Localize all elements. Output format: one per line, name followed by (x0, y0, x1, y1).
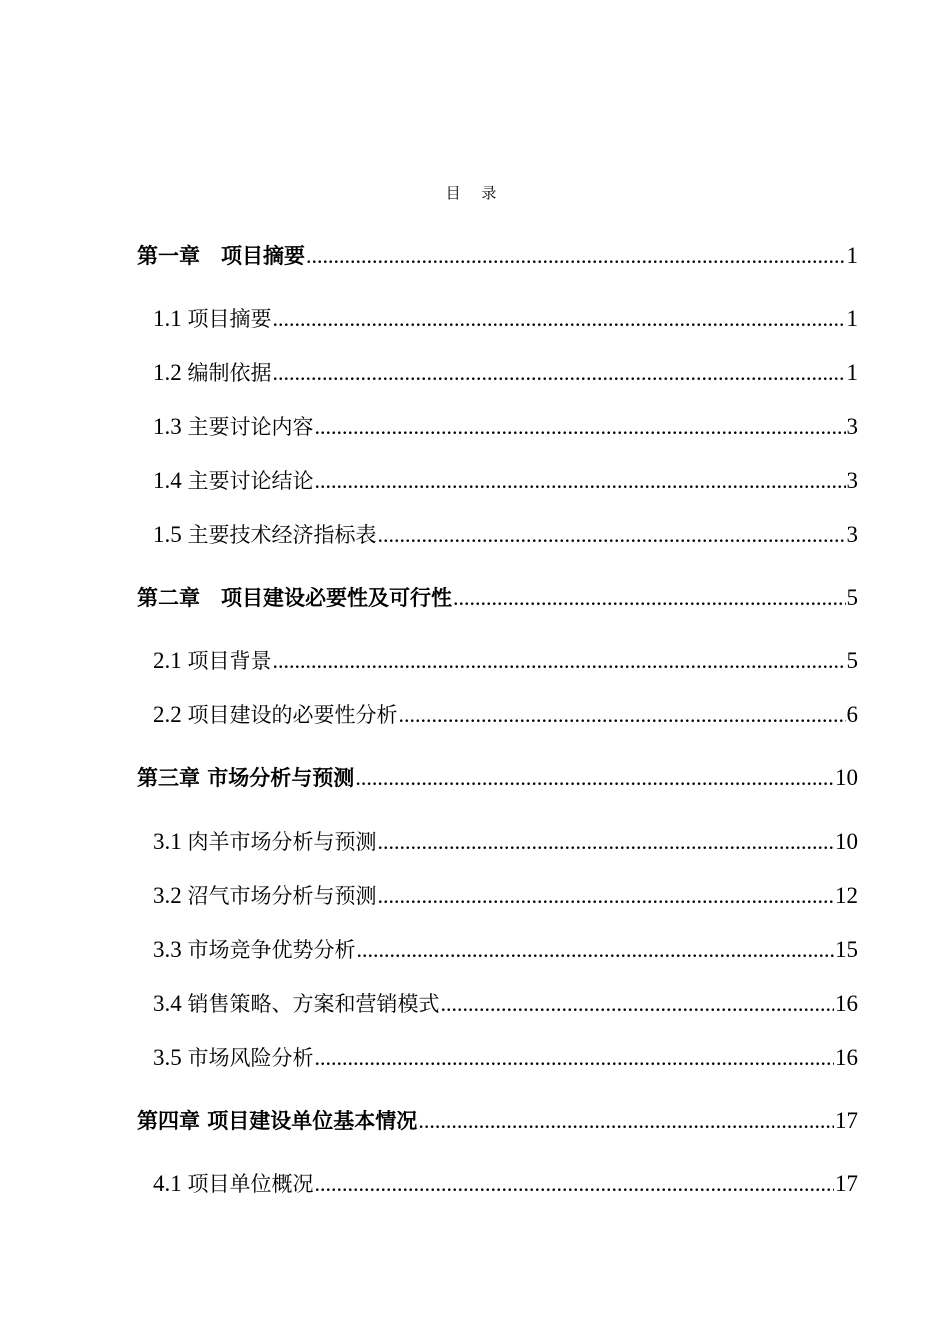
toc-page-number: 10 (835, 829, 858, 854)
toc-entry-label (153, 645, 272, 675)
toc-page-number: 17 (835, 1108, 858, 1133)
toc-entry-number: 3.5 (153, 1045, 188, 1070)
toc-entry-text: 主要讨论内容 (187, 415, 314, 439)
toc-entry-text: 项目单位概况 (187, 1172, 314, 1196)
toc-section-entry[interactable] (153, 465, 858, 499)
toc-entry-text: 第三章 市场分析与预测 (137, 766, 355, 790)
toc-entry-text: 第一章 项目摘要 (137, 244, 305, 268)
toc-entry-number: 2.2 (153, 702, 188, 727)
toc-chapter-entry[interactable] (137, 762, 858, 796)
toc-entry-text: 市场风险分析 (187, 1046, 314, 1070)
dot-leader (357, 937, 835, 963)
dot-leader (453, 585, 846, 611)
toc-page-number: 6 (846, 702, 858, 727)
toc-entry-number: 1.2 (153, 360, 188, 385)
toc-entry-label (153, 303, 272, 333)
toc-section-entry[interactable] (153, 1042, 858, 1076)
dot-leader (273, 306, 846, 332)
toc-section-entry[interactable] (153, 645, 858, 679)
toc-entry-label (137, 240, 305, 270)
toc-entry-text: 项目建设的必要性分析 (187, 703, 398, 727)
dot-leader (378, 522, 846, 548)
toc-entry-text: 项目摘要 (187, 307, 272, 331)
toc-entry-number: 1.5 (153, 522, 188, 547)
toc-entry-text: 市场竞争优势分析 (187, 938, 356, 962)
dot-leader (306, 243, 846, 269)
toc-entry-number: 1.4 (153, 468, 188, 493)
toc-page-number: 16 (835, 1045, 858, 1070)
toc-page-number: 10 (835, 765, 858, 790)
toc-entry-label (137, 762, 354, 792)
dot-leader (378, 829, 835, 855)
toc-chapter-entry[interactable] (137, 582, 858, 616)
dot-leader (418, 1108, 834, 1134)
toc-page-number: 5 (846, 585, 858, 610)
toc-entry-label (153, 988, 440, 1018)
toc-entry-text: 主要讨论结论 (187, 469, 314, 493)
toc-entry-number: 2.1 (153, 648, 188, 673)
toc-page-number: 17 (835, 1171, 858, 1196)
toc-section-entry[interactable] (153, 519, 858, 553)
toc-entry-text: 肉羊市场分析与预测 (187, 830, 377, 854)
dot-leader (273, 360, 846, 386)
toc-section-entry[interactable] (153, 699, 858, 733)
toc-section-entry[interactable] (153, 934, 858, 968)
toc-page-number: 3 (846, 468, 858, 493)
dot-leader (399, 702, 846, 728)
toc-entry-text: 销售策略、方案和营销模式 (187, 992, 440, 1016)
toc-entry-label (153, 1168, 314, 1198)
toc-page-number: 3 (846, 414, 858, 439)
toc-title: 目 录 (445, 184, 505, 202)
toc-page-number: 16 (835, 991, 858, 1016)
dot-leader (441, 991, 835, 1017)
toc-page-number: 1 (846, 243, 858, 268)
toc-entry-label (153, 465, 314, 495)
toc-entry-label (153, 411, 314, 441)
toc-entry-number: 3.4 (153, 991, 188, 1016)
toc-page-number: 12 (835, 883, 858, 908)
dot-leader (378, 883, 835, 909)
toc-page-number: 1 (846, 360, 858, 385)
toc-entry-label (153, 699, 398, 729)
toc-entry-text: 项目背景 (187, 649, 272, 673)
toc-entry-text: 第四章 项目建设单位基本情况 (137, 1109, 418, 1133)
toc-entry-number: 3.3 (153, 937, 188, 962)
dot-leader (273, 648, 846, 674)
toc-entry-text: 第二章 项目建设必要性及可行性 (137, 586, 452, 610)
toc-section-entry[interactable] (153, 411, 858, 445)
toc-entry-text: 沼气市场分析与预测 (187, 884, 377, 908)
toc-entry-label (137, 582, 452, 612)
toc-page-number: 5 (846, 648, 858, 673)
toc-entry-text: 主要技术经济指标表 (187, 523, 377, 547)
dot-leader (355, 765, 834, 791)
toc-entry-number: 1.1 (153, 306, 188, 331)
toc-entry-number: 4.1 (153, 1171, 188, 1196)
toc-section-entry[interactable] (153, 357, 858, 391)
toc-section-entry[interactable] (153, 988, 858, 1022)
toc-entry-label (153, 1042, 314, 1072)
toc-section-entry[interactable] (153, 303, 858, 337)
toc-chapter-entry[interactable] (137, 240, 858, 274)
toc-page-number: 1 (846, 306, 858, 331)
dot-leader (315, 468, 846, 494)
toc-entry-label (137, 1105, 417, 1135)
dot-leader (315, 1045, 835, 1071)
toc-entry-label (153, 826, 377, 856)
toc-page-number: 15 (835, 937, 858, 962)
toc-section-entry[interactable] (153, 826, 858, 860)
toc-entry-number: 3.1 (153, 829, 188, 854)
toc-section-entry[interactable] (153, 880, 858, 914)
toc-entry-label (153, 880, 377, 910)
toc-page-number: 3 (846, 522, 858, 547)
toc-entry-number: 3.2 (153, 883, 188, 908)
toc-entry-label (153, 934, 356, 964)
toc-entry-label (153, 519, 377, 549)
toc-chapter-entry[interactable] (137, 1105, 858, 1139)
toc-entry-number: 1.3 (153, 414, 188, 439)
dot-leader (315, 414, 846, 440)
toc-entry-label (153, 357, 272, 387)
toc-entry-text: 编制依据 (187, 361, 272, 385)
dot-leader (315, 1171, 835, 1197)
toc-section-entry[interactable] (153, 1168, 858, 1202)
